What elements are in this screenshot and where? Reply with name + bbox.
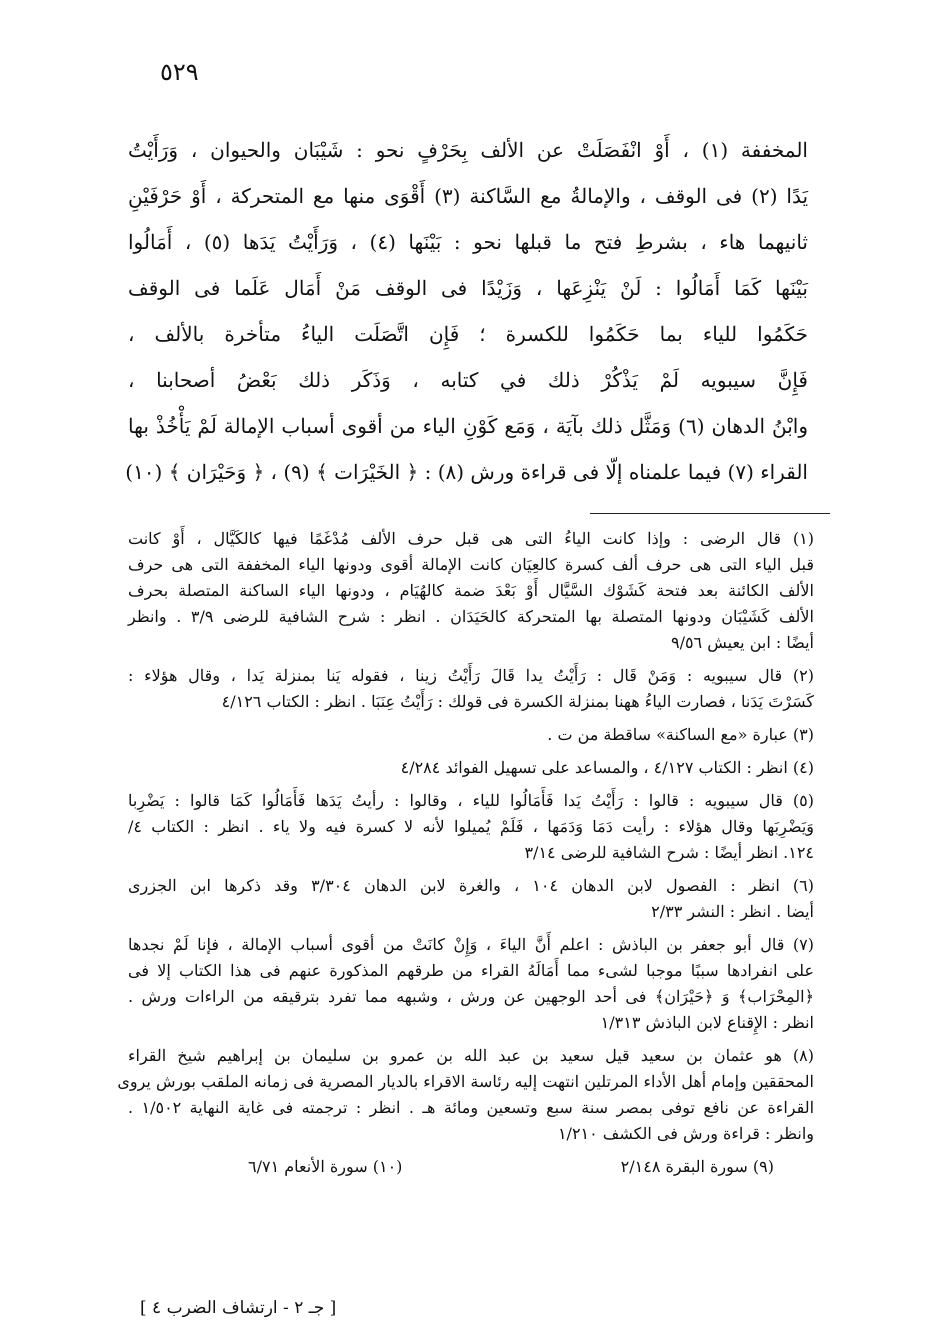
footnote-line: على انفرادها سببًا موجبا لشىء مما أَمَالَهُ القراء من طرقهم المذكورة عنهم فى هذا الكتاب إلا فى — [128, 961, 814, 980]
footnote-line: (٨) هو عثمان بن سعيد قيل سعيد بن عبد الله بن عمرو بن سليمان بن إبراهيم شيخ القراء — [128, 1046, 815, 1065]
footnote-line: انظر : الإِقناع لابن الباذش ١/٣١٣ — [600, 1013, 814, 1032]
footnote-line: قبل الياء التى هى حرف ألف كسرة كالعِيَان كانت الإمالة أقوى ودونها الياء المخففة التى هى حرف — [128, 555, 814, 574]
footnote-line: وانظر : قراءة ورش فى الكشف ١/٢١٠ — [557, 1124, 814, 1143]
footnote-line: (٣) عبارة «مع الساكنة» ساقطة من ت . — [547, 725, 814, 744]
main-text-line: القراء (٧) فيما علمناه إلّا فى قراءة ورش (٨) : ﴿ الخَيْرَات ﴾ (٩) ، ﴿ وَحَيْرَان ﴾ (١٠) — [125, 460, 808, 484]
footnote-line: (٥) قال سيبويه : قالوا : رَأَيْتُ يَدا فَأَمَالُوا للياء ، وقالوا : رأيتُ يَدَها فَأَمَالُوا كَمَا قالوا : يَضْرِبا — [128, 791, 814, 810]
footnote-2 — [128, 663, 814, 715]
footnote-line: القراءة عن نافع توفى بمصر سنة سبع وتسعين ومائة هـ . انظر : ترجمته فى غاية النهاية ١/٥٠٢ . — [128, 1098, 815, 1117]
footnote-line: (١) قال الرضى : وإذا كانت الياءُ التى هى قبل حرف الألف مُدْغَمًا فيها كالكَيَّال ، أَوْ كانت — [128, 529, 814, 548]
main-text-line: وابْنُ الدهان (٦) وَمَثَّل ذلك بآيَة ، وَمَع كَوْنِ الياء من أقوى أسباب الإمالة لَمْ يَأْخُذْ بها — [128, 414, 809, 438]
main-text-line: ثانيهما هاء ، بشرطِ فتح ما قبلها نحو : بَيْنَها (٤) ، وَرَأَيْتُ يَدَها (٥) ، أَمَالُوا — [128, 230, 808, 254]
footnote-9: (٩) سورة البقرة ٢/١٤٨ — [620, 1157, 774, 1176]
footnote-7 — [128, 932, 814, 1036]
footnotes-9-10 — [128, 1154, 814, 1180]
footnote-line: كَسَرْتَ يَدَنا ، فصارت الياءُ ههنا بمنزلة الكسرة فى قولك : رَأَيْتُ عِنَبَا . انظر : الكتاب ٤/١٢٦ — [221, 692, 814, 711]
footnote-separator — [590, 513, 830, 514]
footnote-8 — [117, 1043, 815, 1147]
footnote-4 — [128, 755, 814, 781]
main-text-line: بَيْنَها كَمَا أَمَالُوا : لَنْ يَنْزِعَها ، وَزَيْدًا فى الوقف مَنْ أَمَال عَلَما فى الوقف — [128, 276, 808, 300]
footnote-5 — [128, 788, 814, 866]
main-text — [125, 127, 809, 495]
footnote-1 — [128, 526, 814, 656]
main-text-line: حَكَمُوا للياء بما حَكَمُوا للكسرة ؛ فَإِن اتَّصَلَت الياءُ متأخرة بالألف ، — [128, 322, 808, 346]
footnote-line: (٧) قال أبو جعفر بن الباذش : اعلم أَنَّ الياءَ ، وَإِنْ كانَتْ من أقوى أسباب الإمالة ، فإنا لَمْ نجدها — [128, 935, 814, 954]
footnotes — [117, 526, 815, 1180]
footnote-line: (٢) قال سيبويه : وَمَنْ قَال : رَأَيْتُ يدا قَالَ رَأَيْتُ زينا ، فقوله يَنا بمنزلة يَدا ، وقال هؤلاء : — [128, 666, 814, 685]
main-text-line: فَإِنَّ سيبويه لَمْ يَذْكُرْ ذلك في كتابه ، وَذَكَر ذلك بَعْضُ أصحابنا ، — [128, 368, 808, 392]
footnote-line: الألف الكائنة بعد فتحة كَشَوْك السَّيَّال أَوْ بَعْدَ ضمة كالهُيَام ، ودونها الياء الساكنة المتصلة بحرف — [128, 581, 814, 600]
main-text-line: يَدًا (٢) فى الوقف ، والإمالةُ مع السَّاكنة (٣) أَقْوَى منها مع المتحركة ، أَوْ حَرْفَيْنِ — [128, 184, 809, 208]
page-number: ٥٢٩ — [160, 58, 199, 86]
footnote-line: ﴿المِحْرَاب﴾ وَ ﴿حَيْرَان﴾ فى أحد الوجهين عن ورش ، وشبهه مما تفرد بترقيقه من الراءات ورش . — [128, 987, 814, 1006]
footnote-line: وَيَضْرِبَها وقال هؤلاء : رأيت دَمَا وَدَمَها ، فَلَمْ يُميلوا لأنه لا كسرة فيه ولا ياء . انظر : الكتاب ٤/ — [128, 817, 814, 836]
footnote-line: ١٢٤. انظر أيضًا : شرح الشافية للرضى ٣/١٤ — [524, 843, 814, 862]
footnote-3 — [128, 722, 814, 748]
footnote-line: أيضًا : ابن يعيش ٩/٥٦ — [670, 633, 814, 652]
footnote-10: (١٠) سورة الأنعام ٦/٧١ — [248, 1157, 403, 1176]
footnote-line: المحققين وإمام أهل الأداء المرتلين انتهت إليه رئاسة الاقراء بالديار المصرية فى زمانه الملقب بورش يروى — [117, 1072, 814, 1091]
footnote-line: الألف كَشَيْبَان ودونها المتصلة بها المتحركة كالحَيَدَان . انظر : شرح الشافية للرضى ٣/٩ . وانظر — [128, 607, 814, 626]
footnote-line: (٦) انظر : الفصول لابن الدهان ١٠٤ ، والغرة لابن الدهان ٣/٣٠٤ وقد ذكرها ابن الجزرى — [128, 876, 815, 895]
footnote-line: (٤) انظر : الكتاب ٤/١٢٧ ، والمساعد على تسهيل الفوائد ٤/٢٨٤ — [400, 758, 814, 777]
footnote-6 — [128, 873, 814, 925]
main-text-line: المخففة (١) ، أَوْ انْفَصَلَتْ عن الألف بِحَرْفٍ نحو : شَيْبَان والحيوان ، وَرَأَيْتُ — [128, 138, 808, 162]
footnote-line: أيضا . انظر : النشر ٢/٣٣ — [651, 902, 814, 921]
page-footer-signature: [ جـ ٢ - ارتشاف الضرب ٤ ] — [140, 1298, 337, 1318]
